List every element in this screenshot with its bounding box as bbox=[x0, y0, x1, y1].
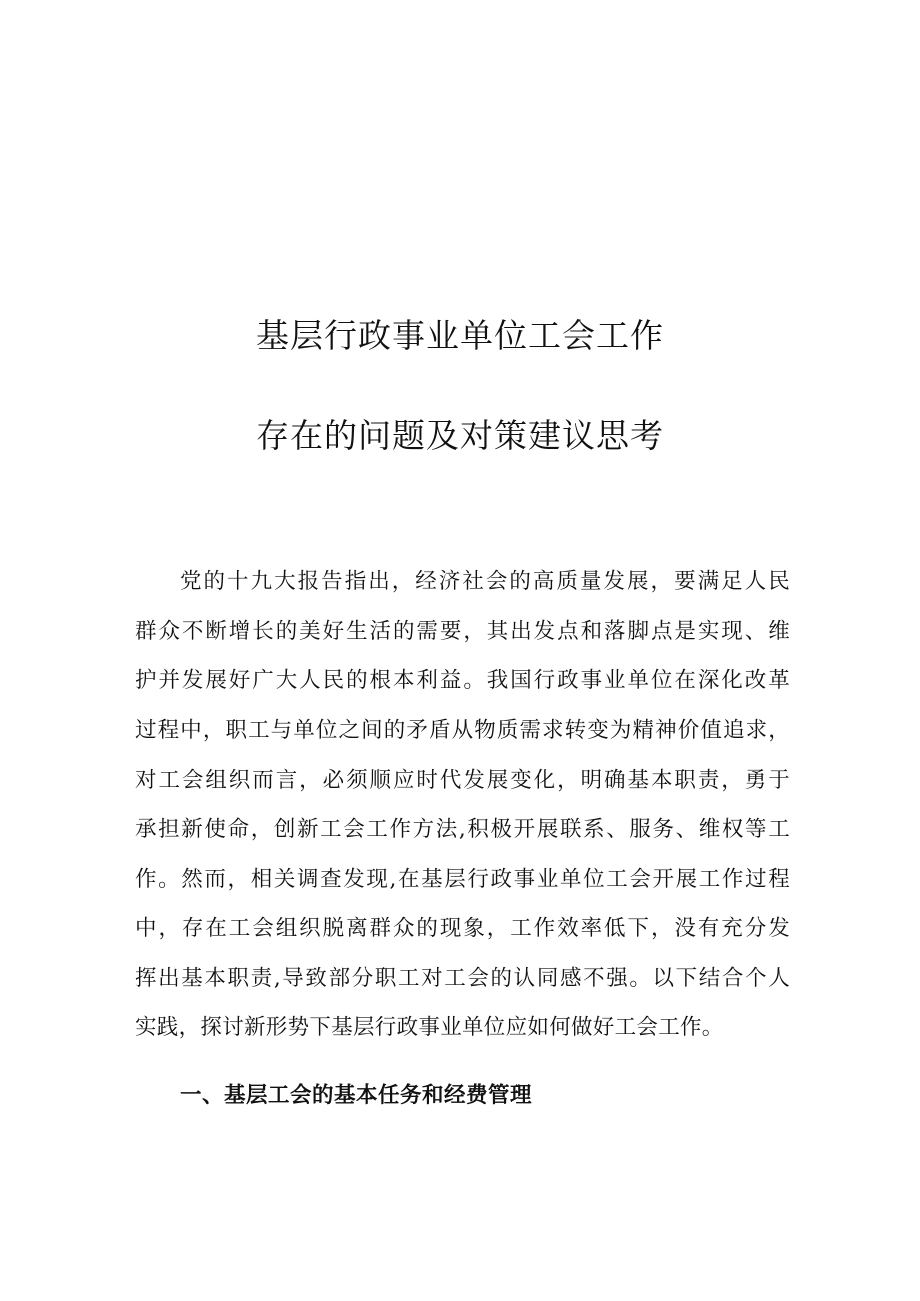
section-heading: 一、基层工会的基本任务和经费管理 bbox=[180, 1083, 533, 1108]
paragraph-line-5: 对工会组织而言，必须顺应时代发展变化，明确基本职责，勇于 bbox=[135, 768, 790, 793]
paragraph-line-10: 实践，探讨新形势下基层行政事业单位应如何做好工会工作。 bbox=[135, 1015, 724, 1040]
document-title-line-1: 基层行政事业单位工会工作 bbox=[256, 316, 664, 355]
paragraph-line-1: 党的十九大报告指出，经济社会的高质量发展，要满足人民 bbox=[180, 569, 790, 594]
paragraph-line-9: 挥出基本职责,导致部分职工对工会的认同感不强。以下结合个人 bbox=[135, 966, 790, 991]
paragraph-line-6: 承担新使命，创新工会工作方法,积极开展联系、服务、维权等工 bbox=[135, 817, 790, 842]
paragraph-line-2: 群众不断增长的美好生活的需要，其出发点和落脚点是实现、维 bbox=[135, 619, 790, 644]
paragraph-line-3: 护并发展好广大人民的根本利益。我国行政事业单位在深化改革 bbox=[135, 668, 790, 693]
document-title-line-2: 存在的问题及对策建议思考 bbox=[256, 416, 664, 455]
paragraph-line-4: 过程中，职工与单位之间的矛盾从物质需求转变为精神价值追求， bbox=[135, 718, 790, 743]
paragraph-line-7: 作。然而，相关调查发现,在基层行政事业单位工会开展工作过程 bbox=[135, 867, 790, 892]
paragraph-line-8: 中，存在工会组织脱离群众的现象，工作效率低下，没有充分发 bbox=[135, 916, 790, 941]
